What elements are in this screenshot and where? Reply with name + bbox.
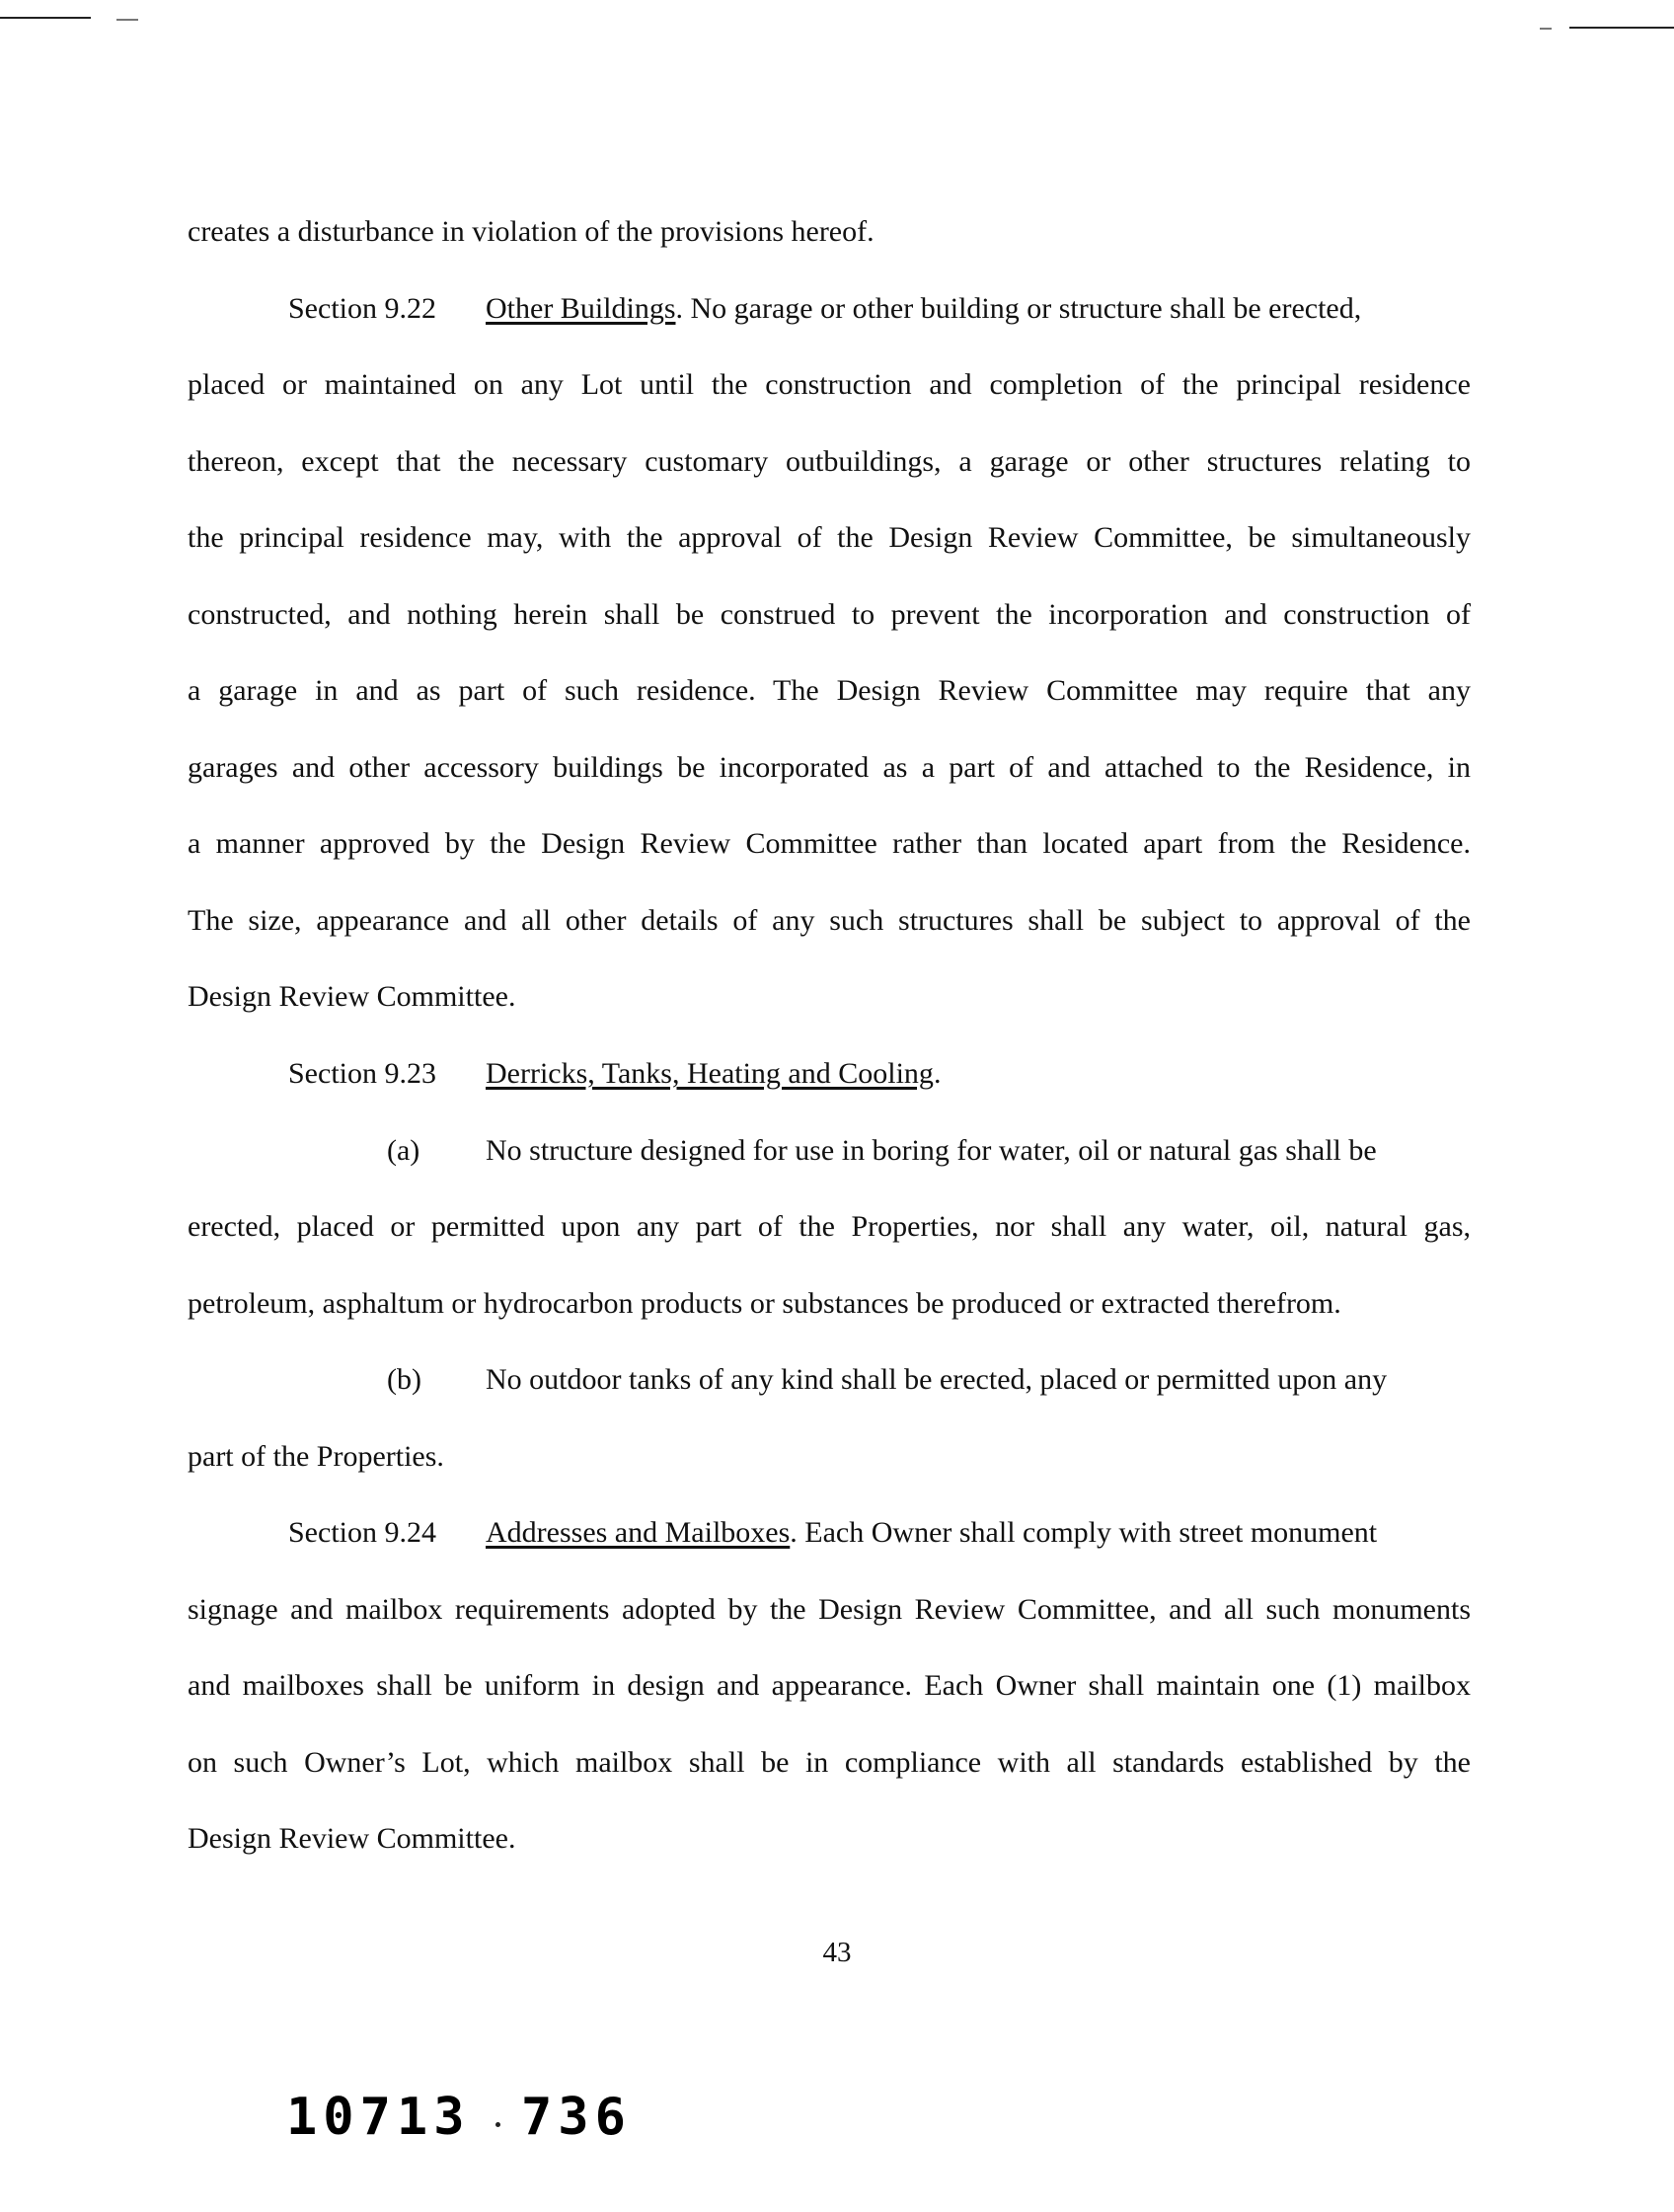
text-line: a garage in and as part of such residence. The Design Review Committee may require that any — [188, 674, 1471, 707]
text-line: Design Review Committee. — [188, 1822, 516, 1855]
scan-edge-mark — [1569, 27, 1674, 29]
text-line: signage and mailbox requirements adopted by the Design Review Committee, and all such monuments — [188, 1593, 1471, 1626]
subsection-line — [387, 1134, 1471, 1168]
line-text: . — [933, 1057, 942, 1090]
text-line: thereon, except that the necessary customary outbuildings, a garage or other structures relating to — [188, 445, 1471, 478]
scan-edge-mark — [0, 17, 91, 19]
text-line: The size, appearance and all other details of any such structures shall be subject to approval of the — [188, 904, 1471, 937]
section-heading-line — [288, 1057, 1471, 1091]
text-line: and mailboxes shall be uniform in design and appearance. Each Owner shall maintain one (1) mailbox — [188, 1669, 1471, 1702]
page-number: 43 — [822, 1937, 852, 1968]
stamp-separator — [495, 2122, 500, 2127]
line-text: No outdoor tanks of any kind shall be erected, placed or permitted upon any — [486, 1363, 1388, 1396]
scan-edge-mark — [116, 19, 138, 21]
text-line: part of the Properties. — [188, 1440, 444, 1473]
recording-book-number: 10713 — [286, 2088, 471, 2147]
text-line: constructed, and nothing herein shall be construed to prevent the incorporation and construction of — [188, 598, 1471, 631]
section-heading-line — [288, 292, 1471, 326]
text-line: Design Review Committee. — [188, 980, 516, 1013]
subsection-label: (a) — [387, 1134, 420, 1167]
section-title: Derricks, Tanks, Heating and Cooling — [486, 1057, 934, 1090]
scan-edge-mark — [1540, 28, 1552, 30]
line-text: No structure designed for use in boring for water, oil or natural gas shall be — [486, 1134, 1377, 1167]
text-line: garages and other accessory buildings be incorporated as a part of and attached to the Residence, in — [188, 751, 1471, 784]
section-number: Section 9.23 — [288, 1057, 436, 1090]
text-line: the principal residence may, with the approval of the Design Review Committee, be simultaneously — [188, 521, 1471, 554]
subsection-label: (b) — [387, 1363, 421, 1396]
subsection-line — [387, 1363, 1471, 1397]
text-line: petroleum, asphaltum or hydrocarbon products or substances be produced or extracted therefrom. — [188, 1287, 1341, 1320]
line-text: . Each Owner shall comply with street monument — [790, 1516, 1378, 1549]
line-text: creates a disturbance in violation of the provisions hereof. — [188, 215, 875, 248]
section-heading-line — [288, 1516, 1471, 1550]
text-line: a manner approved by the Design Review Committee rather than located apart from the Residence. — [188, 827, 1471, 860]
text-line: placed or maintained on any Lot until the construction and completion of the principal residence — [188, 368, 1471, 401]
text-line: on such Owner’s Lot, which mailbox shall be in compliance with all standards established by the — [188, 1746, 1471, 1779]
line-text: . No garage or other building or structure shall be erected, — [675, 292, 1362, 325]
section-number: Section 9.24 — [288, 1516, 436, 1549]
text-line — [188, 215, 1471, 249]
recording-page-number: 736 — [521, 2088, 632, 2147]
section-title: Other Buildings — [486, 292, 676, 325]
section-title: Addresses and Mailboxes — [486, 1516, 791, 1549]
text-line: erected, placed or permitted upon any part of the Properties, nor shall any water, oil, natural gas, — [188, 1210, 1471, 1243]
section-number: Section 9.22 — [288, 292, 436, 325]
